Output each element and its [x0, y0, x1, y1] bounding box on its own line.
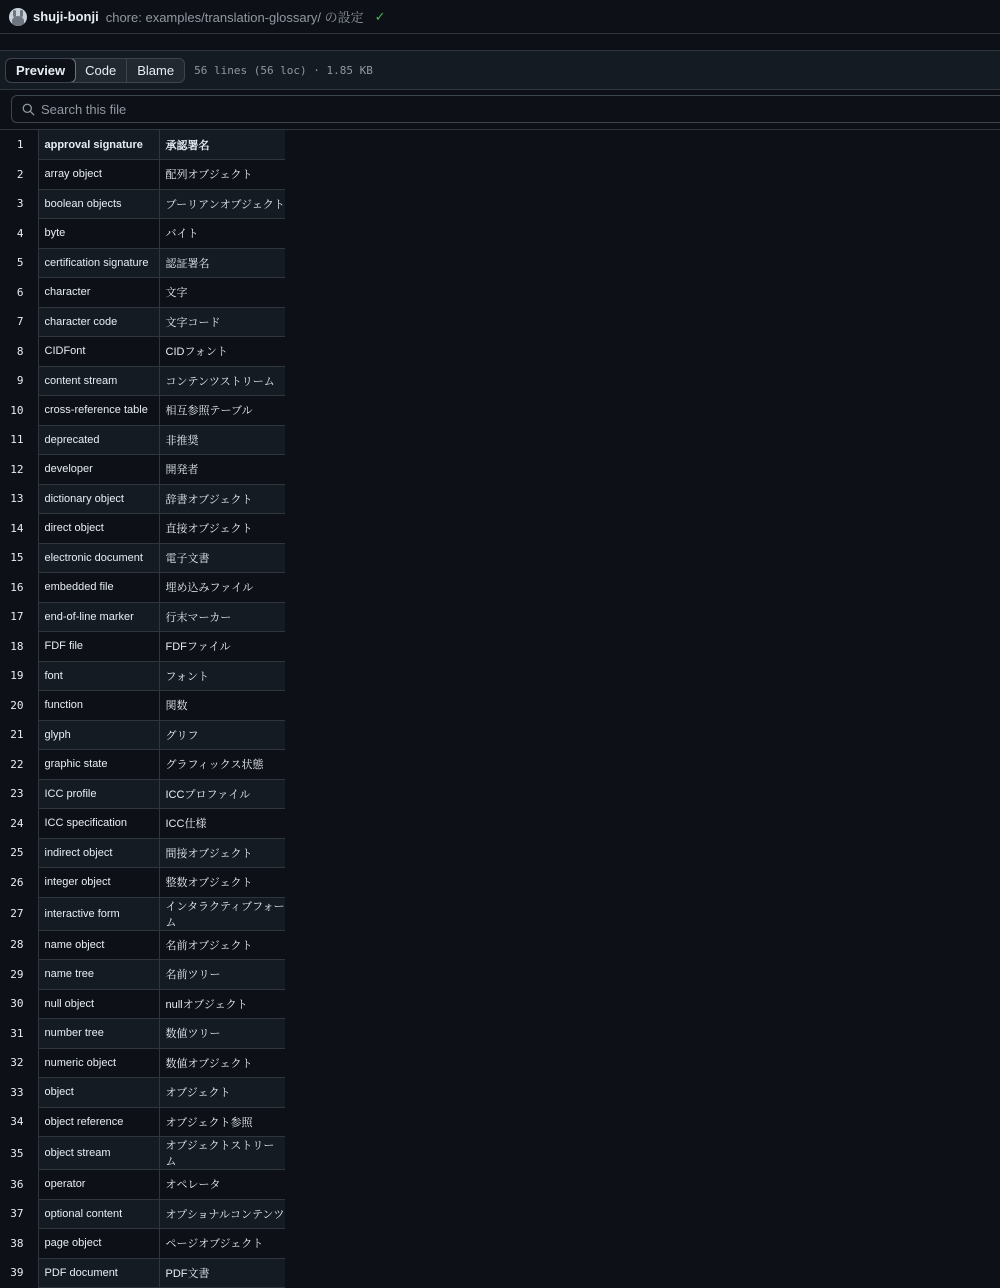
term-en: byte	[38, 219, 159, 249]
line-number[interactable]: 14	[10, 521, 24, 535]
term-ja: 数値ツリー	[159, 1019, 285, 1049]
line-number[interactable]: 15	[10, 551, 24, 565]
term-en: object reference	[38, 1107, 159, 1137]
term-en: graphic state	[38, 750, 159, 780]
term-ja: 認証署名	[159, 248, 285, 278]
line-number[interactable]: 39	[10, 1266, 24, 1280]
file-info: 56 lines (56 loc) · 1.85 KB	[194, 63, 373, 77]
line-number[interactable]: 7	[16, 315, 24, 329]
line-number[interactable]: 12	[10, 462, 24, 476]
table-row	[0, 425, 285, 455]
table-row	[0, 307, 285, 337]
line-number[interactable]: 24	[10, 816, 24, 830]
table-row	[0, 337, 285, 367]
table-row	[0, 514, 285, 544]
term-en: interactive form	[38, 897, 159, 930]
table-row	[0, 930, 285, 960]
line-number[interactable]: 8	[16, 344, 24, 358]
file-toolbar	[0, 50, 1000, 90]
line-number[interactable]: 6	[16, 285, 24, 299]
table-row	[0, 278, 285, 308]
line-number[interactable]: 9	[16, 374, 24, 388]
line-number[interactable]: 23	[10, 787, 24, 801]
term-en: character	[38, 278, 159, 308]
term-ja: 数値オブジェクト	[159, 1048, 285, 1078]
table-row	[0, 396, 285, 426]
term-en: number tree	[38, 1019, 159, 1049]
table-row	[0, 1078, 285, 1108]
line-number[interactable]: 32	[10, 1056, 24, 1070]
term-en: approval signature	[38, 130, 159, 160]
term-en: certification signature	[38, 248, 159, 278]
view-mode-switch	[5, 58, 185, 83]
term-ja: PDF文書	[159, 1258, 285, 1288]
table-row	[0, 248, 285, 278]
table-row	[0, 573, 285, 603]
table-row	[0, 484, 285, 514]
line-number[interactable]: 5	[16, 256, 24, 270]
term-ja: 文字	[159, 278, 285, 308]
term-en: direct object	[38, 514, 159, 544]
term-en: font	[38, 661, 159, 691]
term-ja: ブーリアンオブジェクト	[159, 189, 285, 219]
line-number[interactable]: 13	[10, 492, 24, 506]
term-en: object	[38, 1078, 159, 1108]
term-en: object stream	[38, 1137, 159, 1170]
commit-author[interactable]: shuji-bonji	[33, 9, 99, 24]
table-row	[0, 543, 285, 573]
term-en: embedded file	[38, 573, 159, 603]
term-ja: 直接オブジェクト	[159, 514, 285, 544]
commit-message[interactable]: chore: examples/translation-glossary/ の設定	[105, 10, 364, 25]
term-ja: 行末マーカー	[159, 602, 285, 632]
term-en: glyph	[38, 720, 159, 750]
term-ja: 辞書オブジェクト	[159, 484, 285, 514]
line-number[interactable]: 11	[10, 433, 24, 447]
term-ja: ICCプロファイル	[159, 779, 285, 809]
line-number[interactable]: 20	[10, 698, 24, 712]
line-number[interactable]: 19	[10, 669, 24, 683]
term-en: character code	[38, 307, 159, 337]
term-ja: オブジェクト参照	[159, 1107, 285, 1137]
term-en: CIDFont	[38, 337, 159, 367]
table-row	[0, 960, 285, 990]
term-ja: 開発者	[159, 455, 285, 485]
term-en: dictionary object	[38, 484, 159, 514]
line-number[interactable]: 33	[10, 1085, 24, 1099]
line-number[interactable]: 36	[10, 1177, 24, 1191]
term-ja: 埋め込みファイル	[159, 573, 285, 603]
table-row	[0, 720, 285, 750]
table-row	[0, 160, 285, 190]
table-row	[0, 1170, 285, 1200]
term-ja: 関数	[159, 691, 285, 721]
term-ja: オペレータ	[159, 1170, 285, 1200]
line-number[interactable]: 34	[10, 1115, 24, 1129]
table-row	[0, 602, 285, 632]
term-ja: 整数オブジェクト	[159, 868, 285, 898]
table-row	[0, 1229, 285, 1259]
term-ja: バイト	[159, 219, 285, 249]
table-row	[0, 779, 285, 809]
term-en: ICC specification	[38, 809, 159, 839]
line-number[interactable]: 37	[10, 1207, 24, 1221]
table-row	[0, 989, 285, 1019]
term-en: deprecated	[38, 425, 159, 455]
tab-blame[interactable]: Blame	[126, 59, 184, 82]
table-row	[0, 1019, 285, 1049]
avatar[interactable]	[9, 8, 27, 26]
term-en: numeric object	[38, 1048, 159, 1078]
line-number[interactable]: 21	[10, 728, 24, 742]
table-row	[0, 1107, 285, 1137]
table-row	[0, 632, 285, 662]
latest-commit-bar	[0, 0, 1000, 34]
table-row	[0, 691, 285, 721]
line-number[interactable]: 31	[10, 1026, 24, 1040]
table-row	[0, 1258, 285, 1288]
search-box	[11, 95, 1000, 123]
term-en: optional content	[38, 1199, 159, 1229]
tab-code[interactable]: Code	[85, 62, 117, 78]
term-ja: オプショナルコンテンツ	[159, 1199, 285, 1229]
term-ja: グリフ	[159, 720, 285, 750]
term-ja: 相互参照テーブル	[159, 396, 285, 426]
table-row	[0, 1048, 285, 1078]
term-en: boolean objects	[38, 189, 159, 219]
table-row	[0, 219, 285, 249]
term-en: cross-reference table	[38, 396, 159, 426]
table-row	[0, 189, 285, 219]
csv-table	[0, 130, 285, 1288]
term-ja: 承認署名	[159, 130, 285, 160]
line-number[interactable]: 26	[10, 875, 24, 889]
table-row	[0, 1199, 285, 1229]
term-ja: オブジェクト	[159, 1078, 285, 1108]
term-en: integer object	[38, 868, 159, 898]
line-number[interactable]: 30	[10, 997, 24, 1011]
term-en: PDF document	[38, 1258, 159, 1288]
term-en: page object	[38, 1229, 159, 1259]
table-row	[0, 1137, 285, 1170]
line-number[interactable]: 17	[10, 610, 24, 624]
term-ja: 電子文書	[159, 543, 285, 573]
term-en: function	[38, 691, 159, 721]
line-number[interactable]: 2	[16, 167, 24, 181]
term-en: indirect object	[38, 838, 159, 868]
line-number[interactable]: 10	[10, 403, 24, 417]
term-ja: 配列オブジェクト	[159, 160, 285, 190]
term-ja: 非推奨	[159, 425, 285, 455]
tab-preview[interactable]: Preview	[5, 58, 76, 83]
term-ja: nullオブジェクト	[159, 989, 285, 1019]
term-ja: FDFファイル	[159, 632, 285, 662]
term-en: name object	[38, 930, 159, 960]
table-row	[0, 897, 285, 930]
check-icon[interactable]: ✓	[374, 8, 386, 24]
table-row	[0, 809, 285, 839]
line-number[interactable]: 1	[16, 138, 24, 152]
line-number[interactable]: 3	[16, 197, 24, 211]
line-number[interactable]: 29	[10, 967, 24, 981]
table-row	[0, 661, 285, 691]
line-number[interactable]: 28	[10, 938, 24, 952]
table-row	[0, 838, 285, 868]
term-en: name tree	[38, 960, 159, 990]
term-en: ICC profile	[38, 779, 159, 809]
line-number[interactable]: 22	[10, 757, 24, 771]
table-row	[0, 130, 285, 160]
term-ja: コンテンツストリーム	[159, 366, 285, 396]
table-row	[0, 455, 285, 485]
table-row	[0, 868, 285, 898]
term-en: operator	[38, 1170, 159, 1200]
line-number[interactable]: 16	[10, 580, 24, 594]
line-number[interactable]: 38	[10, 1236, 24, 1250]
term-en: end-of-line marker	[38, 602, 159, 632]
search-input[interactable]	[39, 98, 1000, 120]
line-number[interactable]: 35	[10, 1146, 24, 1160]
table-row	[0, 366, 285, 396]
search-icon	[17, 103, 39, 116]
line-number[interactable]: 18	[10, 639, 24, 653]
term-ja: 名前ツリー	[159, 960, 285, 990]
term-en: FDF file	[38, 632, 159, 662]
term-ja: 間接オブジェクト	[159, 838, 285, 868]
term-ja: グラフィックス状態	[159, 750, 285, 780]
line-number[interactable]: 27	[10, 907, 24, 920]
line-number[interactable]: 4	[16, 226, 24, 240]
term-en: content stream	[38, 366, 159, 396]
term-ja: インタラクティブフォーム	[159, 897, 285, 930]
line-number[interactable]: 25	[10, 846, 24, 860]
term-ja: CIDフォント	[159, 337, 285, 367]
term-en: array object	[38, 160, 159, 190]
term-ja: オブジェクトストリーム	[159, 1137, 285, 1170]
term-ja: 文字コード	[159, 307, 285, 337]
term-ja: ICC仕様	[159, 809, 285, 839]
table-row	[0, 750, 285, 780]
term-ja: ページオブジェクト	[159, 1229, 285, 1259]
term-en: electronic document	[38, 543, 159, 573]
term-ja: 名前オブジェクト	[159, 930, 285, 960]
term-en: developer	[38, 455, 159, 485]
term-ja: フォント	[159, 661, 285, 691]
term-en: null object	[38, 989, 159, 1019]
